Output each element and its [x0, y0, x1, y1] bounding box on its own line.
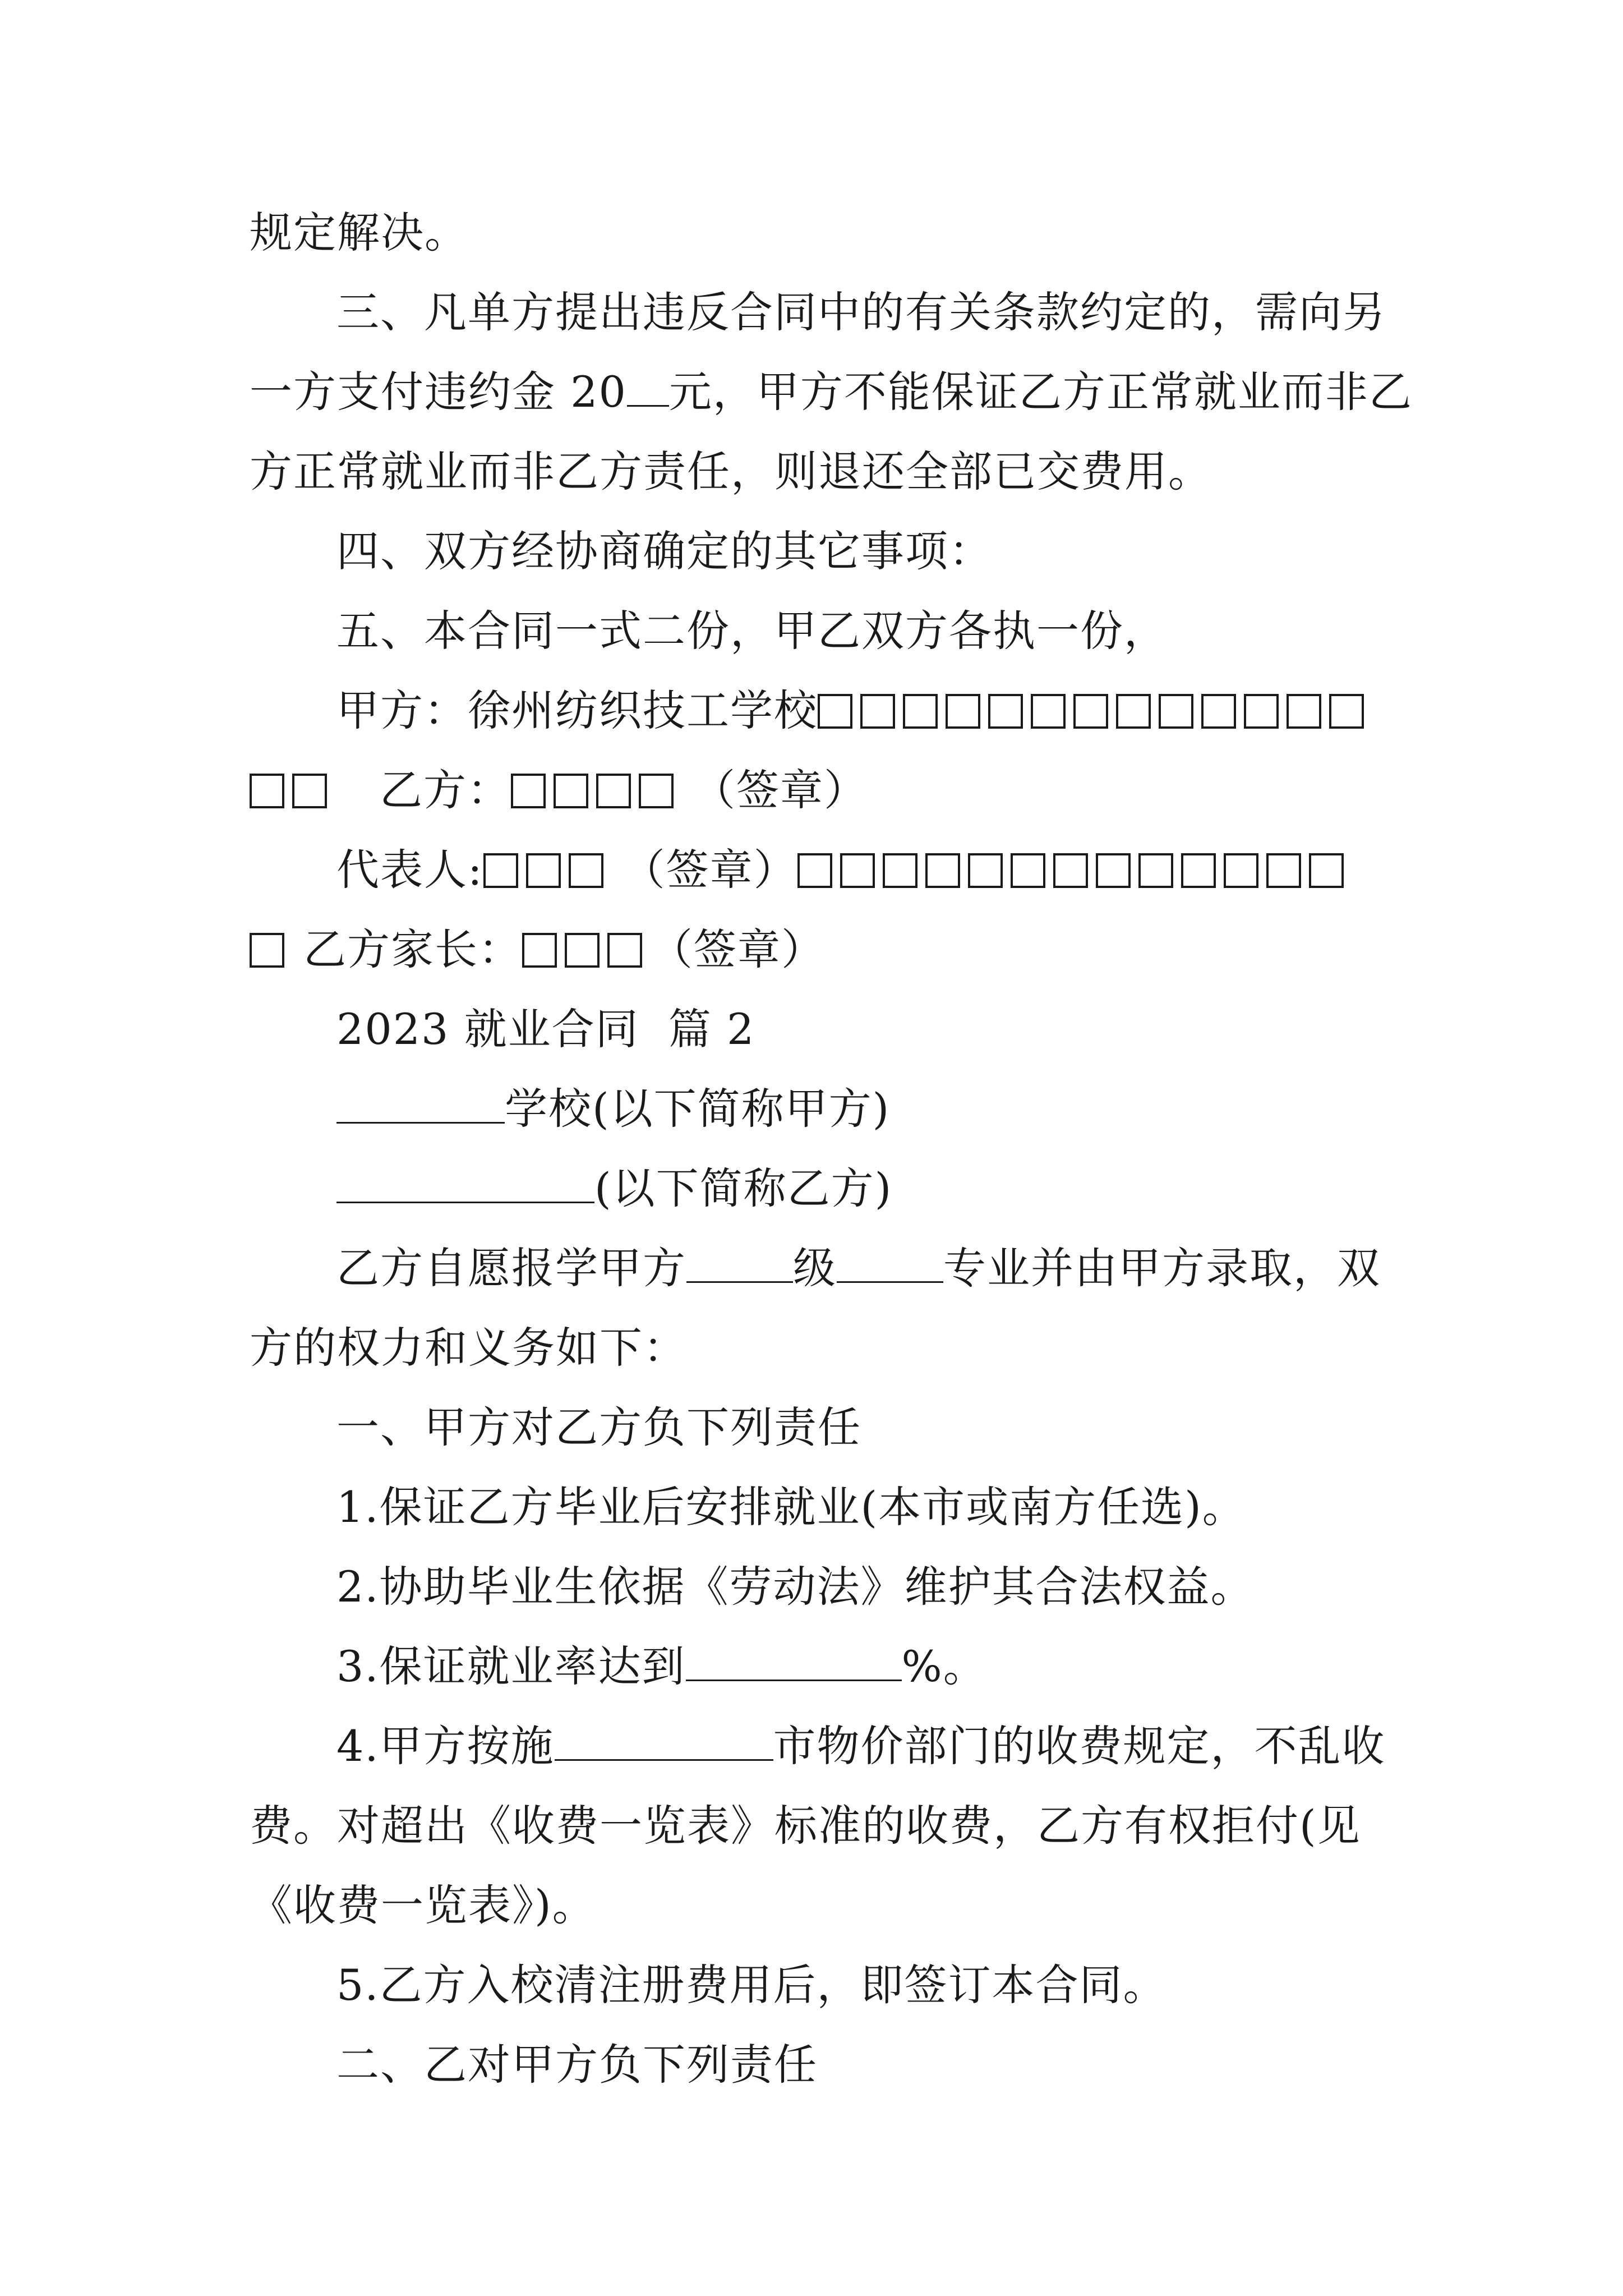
text-line: 甲方：徐州纺织技工学校 [336, 685, 818, 735]
text-line: 元，甲方不能保证乙方正常就业而非乙 [668, 367, 1413, 417]
text-line: 二、乙对甲方负下列责任 [336, 2040, 818, 2090]
text-line: 市物价部门的收费规定，不乱收 [773, 1721, 1386, 1771]
placeholder-box [797, 853, 832, 888]
text-line: 3.保证就业率达到 [336, 1641, 686, 1691]
placeholder-box [1181, 853, 1216, 888]
placeholder-box [1138, 853, 1173, 888]
text-line: (以下简称乙方) [594, 1163, 893, 1213]
clause-four [336, 523, 993, 579]
fill-blank [686, 1242, 793, 1283]
fill-blank [336, 1083, 505, 1124]
placeholder-box [946, 694, 980, 729]
placeholder-box [639, 774, 674, 808]
placeholder-box [522, 933, 557, 968]
placeholder-box [818, 694, 852, 729]
text-line: 乙方自愿报学甲方 [336, 1243, 686, 1293]
text-line: 5.乙方入校清注册费用后，即签订本合同。 [336, 1960, 1167, 2010]
text-line: 费。对超出《收费一览表》标准的收费，乙方有权拒付(见 [250, 1801, 1361, 1851]
text-line: 代表人: [336, 845, 483, 895]
placeholder-box [860, 694, 895, 729]
placeholder-box [554, 774, 588, 808]
text-line: 一方支付违约金 20 [250, 367, 627, 417]
fill-blank [627, 366, 669, 407]
text-line: 《收费一览表》)。 [250, 1880, 596, 1930]
text-line: 1.保证乙方毕业后安排就业(本市或南方任选)。 [336, 1482, 1246, 1532]
text-line: 2023 就业合同 篇 2 [336, 1004, 755, 1054]
placeholder-box [511, 774, 546, 808]
placeholder-box [1329, 694, 1364, 729]
placeholder-box [903, 694, 938, 729]
text-line: %。 [901, 1641, 987, 1691]
placeholder-box [250, 933, 284, 968]
fill-blank [555, 1720, 773, 1761]
placeholder-box [1266, 853, 1301, 888]
text-line: 乙方： [380, 765, 511, 815]
fill-blank [837, 1242, 943, 1283]
text-line: 规定解决。 [250, 208, 468, 257]
paragraph-line [250, 1878, 596, 1934]
placeholder-box [988, 694, 1023, 729]
list-item [336, 1957, 1167, 2013]
party-a-signature [336, 683, 1372, 739]
placeholder-box [292, 774, 327, 808]
text-line: （签章） [693, 765, 868, 815]
placeholder-box [1011, 853, 1045, 888]
placeholder-box [1031, 694, 1066, 729]
student-party-line [336, 1161, 892, 1217]
placeholder-box [1116, 694, 1151, 729]
school-party-line [336, 1081, 890, 1137]
clause-three [336, 284, 1386, 341]
placeholder-box [607, 933, 642, 968]
text-line: 4.甲方按施 [336, 1721, 555, 1771]
paragraph-line [250, 1320, 687, 1376]
paragraph-line [250, 364, 1413, 420]
fill-blank [686, 1640, 902, 1681]
placeholder-box [1309, 853, 1344, 888]
placeholder-box [526, 853, 561, 888]
placeholder-box [250, 774, 284, 808]
placeholder-box [968, 853, 1003, 888]
section-title [336, 1001, 755, 1057]
text-line: 乙方家长： [303, 924, 522, 974]
placeholder-box [840, 853, 875, 888]
list-item [336, 1718, 1386, 1774]
clause-five [336, 603, 1168, 659]
text-line: 一、甲方对乙方负下列责任 [336, 1402, 861, 1452]
fill-blank [336, 1162, 594, 1203]
placeholder-box [596, 774, 631, 808]
text-line: 方的权力和义务如下： [250, 1323, 687, 1373]
parent-signature [250, 922, 825, 978]
placeholder-box [483, 853, 518, 888]
list-item [336, 1639, 987, 1695]
placeholder-box [1224, 853, 1258, 888]
text-line: （签章） [622, 845, 797, 895]
placeholder-box [1073, 694, 1108, 729]
representative-signature [336, 842, 1352, 898]
text-line: （签章） [650, 924, 825, 974]
text-line: 方正常就业而非乙方责任，则退还全部已交费用。 [250, 447, 1212, 496]
placeholder-box [565, 933, 600, 968]
placeholder-box [1096, 853, 1131, 888]
party-b-signature [250, 762, 868, 818]
placeholder-box [1244, 694, 1279, 729]
placeholder-box [1201, 694, 1236, 729]
text-line: 2.协助毕业生依据《劳动法》维护其合法权益。 [336, 1562, 1255, 1612]
list-item [336, 1559, 1255, 1615]
placeholder-box [925, 853, 960, 888]
text-line: 专业并由甲方录取，双 [943, 1243, 1381, 1293]
text-line: 三、凡单方提出违反合同中的有关条款约定的，需向另 [336, 287, 1386, 337]
list-item [336, 1479, 1246, 1535]
text-line: 四、双方经协商确定的其它事项： [336, 526, 993, 576]
placeholder-box [1159, 694, 1193, 729]
text-line: 五、本合同一式二份，甲乙双方各执一份， [336, 606, 1168, 656]
paragraph-line [250, 205, 468, 261]
placeholder-box [1287, 694, 1321, 729]
section-heading [336, 1400, 861, 1456]
text-line: 学校(以下简称甲方) [505, 1084, 891, 1134]
placeholder-box [569, 853, 603, 888]
paragraph-line [250, 1798, 1361, 1854]
paragraph-line [250, 444, 1212, 500]
text-line: 级 [793, 1243, 837, 1293]
placeholder-box [1053, 853, 1088, 888]
placeholder-box [883, 853, 917, 888]
section-heading [336, 2037, 818, 2093]
enrollment-line [336, 1240, 1381, 1296]
